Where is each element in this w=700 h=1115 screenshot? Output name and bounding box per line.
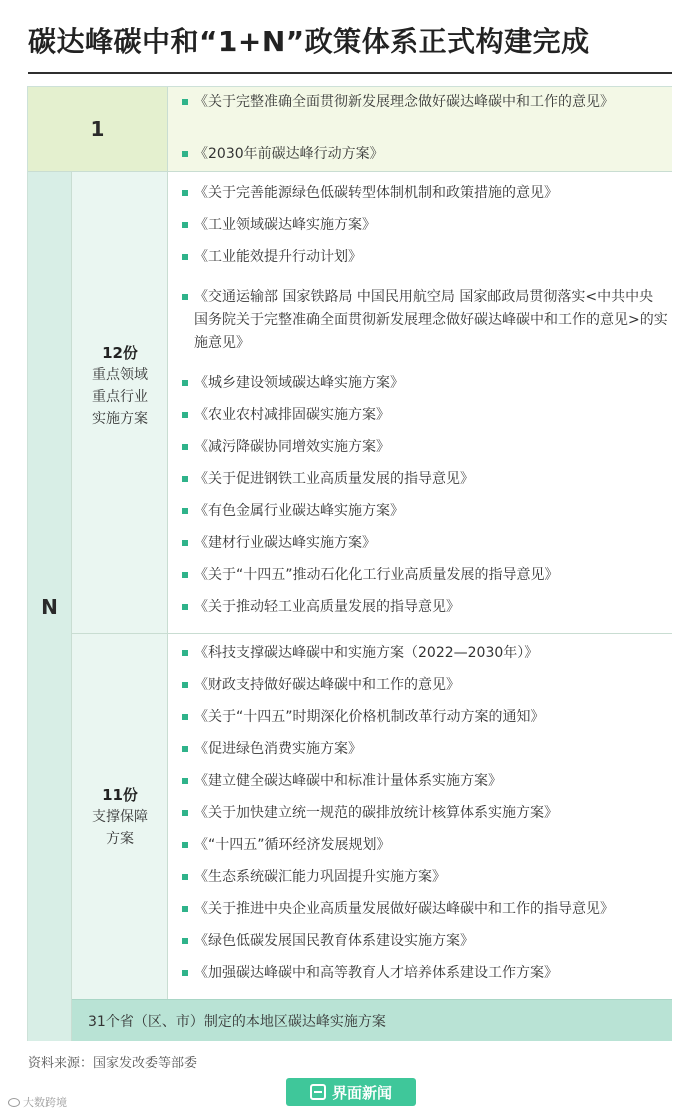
page-title: 碳达峰碳中和“1+N”政策体系正式构建完成 xyxy=(28,25,590,58)
group-11-line2: 方案 xyxy=(106,831,134,847)
brand-icon xyxy=(310,1084,326,1100)
bullet-icon xyxy=(182,778,188,784)
weibo-icon xyxy=(8,1098,20,1107)
list-item: 《关于推进中央企业高质量发展做好碳达峰碳中和工作的指导意见》 xyxy=(182,898,670,921)
bullet-icon xyxy=(182,444,188,450)
list-item: 《城乡建设领域碳达峰实施方案》 xyxy=(182,372,670,395)
list-item: 《建立健全碳达峰碳中和标准计量体系实施方案》 xyxy=(182,770,670,793)
bullet-icon xyxy=(182,572,188,578)
list-item: 《2030年前碳达峰行动方案》 xyxy=(182,143,670,166)
list-item: 《工业能效提升行动计划》 xyxy=(182,246,670,269)
list-item: 《促进绿色消费实施方案》 xyxy=(182,738,670,761)
group-12-line3: 实施方案 xyxy=(92,411,148,427)
list-item: 《关于完整准确全面贯彻新发展理念做好碳达峰碳中和工作的意见》 xyxy=(182,91,670,114)
list-item: 《绿色低碳发展国民教育体系建设实施方案》 xyxy=(182,930,670,953)
provincial-plans-row xyxy=(72,999,672,1041)
bullet-icon xyxy=(182,650,188,656)
bullet-icon xyxy=(182,508,188,514)
bullet-icon xyxy=(182,294,188,300)
row-one-items xyxy=(168,87,672,171)
row-one-label-text: 1 xyxy=(90,117,105,141)
row-n-label-text: N xyxy=(41,594,58,619)
group-11-items xyxy=(168,633,672,999)
brand-text: 界面新闻 xyxy=(331,1083,392,1102)
list-item: 《关于促进钢铁工业高质量发展的指导意见》 xyxy=(182,468,670,491)
group-11-label xyxy=(72,633,168,999)
list-item: 《关于“十四五”推动石化化工行业高质量发展的指导意见》 xyxy=(182,564,670,587)
bullet-icon xyxy=(182,970,188,976)
bullet-icon xyxy=(182,682,188,688)
bullet-icon xyxy=(182,412,188,418)
list-item: 《减污降碳协同增效实施方案》 xyxy=(182,436,670,459)
bullet-icon xyxy=(182,604,188,610)
title-divider xyxy=(28,72,672,74)
group-12-line1: 重点领域 xyxy=(92,367,148,383)
group-12-line2: 重点行业 xyxy=(92,389,148,405)
bullet-icon xyxy=(182,874,188,880)
bullet-icon xyxy=(182,842,188,848)
list-item: 《工业领域碳达峰实施方案》 xyxy=(182,214,670,237)
bullet-icon xyxy=(182,222,188,228)
bullet-icon xyxy=(182,938,188,944)
row-n-label xyxy=(28,171,72,1041)
group-12-items xyxy=(168,171,672,633)
group-11-count: 11份 xyxy=(102,786,138,804)
list-item: 《财政支持做好碳达峰碳中和工作的意见》 xyxy=(182,674,670,697)
group-12-count: 12份 xyxy=(102,344,138,362)
list-item: 《关于加快建立统一规范的碳排放统计核算体系实施方案》 xyxy=(182,802,670,825)
weibo-watermark xyxy=(8,1094,67,1110)
list-item: 《“十四五”循环经济发展规划》 xyxy=(182,834,670,857)
list-item: 《有色金属行业碳达峰实施方案》 xyxy=(182,500,670,523)
bullet-icon xyxy=(182,714,188,720)
bullet-icon xyxy=(182,476,188,482)
source-note: 资料来源：国家发改委等部委 xyxy=(28,1056,198,1071)
bullet-icon xyxy=(182,151,188,157)
list-item: 《关于推动轻工业高质量发展的指导意见》 xyxy=(182,596,670,619)
bullet-icon xyxy=(182,380,188,386)
bullet-icon xyxy=(182,540,188,546)
bullet-icon xyxy=(182,746,188,752)
policy-table xyxy=(27,86,672,1041)
brand-logo xyxy=(286,1078,416,1106)
list-item: 《农业农村减排固碳实施方案》 xyxy=(182,404,670,427)
group-12-label xyxy=(72,171,168,633)
bullet-icon xyxy=(182,190,188,196)
bullet-icon xyxy=(182,906,188,912)
list-item: 《交通运输部 国家铁路局 中国民用航空局 国家邮政局贯彻落实<中共中央 国务院关于完整准确全面贯彻新发展理念做好碳达峰碳中和工作的意见>的实施意见》 xyxy=(182,286,670,355)
weibo-text: 大数跨境 xyxy=(23,1096,67,1109)
list-item: 《科技支撑碳达峰碳中和实施方案（2022—2030年）》 xyxy=(182,642,670,665)
row-one-label xyxy=(28,87,168,171)
bullet-icon xyxy=(182,99,188,105)
list-item: 《关于完善能源绿色低碳转型体制机制和政策措施的意见》 xyxy=(182,182,670,205)
bullet-icon xyxy=(182,254,188,260)
provincial-plans-text: 31个省（区、市）制定的本地区碳达峰实施方案 xyxy=(88,1013,386,1030)
list-item: 《关于“十四五”时期深化价格机制改革行动方案的通知》 xyxy=(182,706,670,729)
list-item: 《加强碳达峰碳中和高等教育人才培养体系建设工作方案》 xyxy=(182,962,670,985)
bullet-icon xyxy=(182,810,188,816)
list-item: 《建材行业碳达峰实施方案》 xyxy=(182,532,670,555)
group-11-line1: 支撑保障 xyxy=(92,809,148,825)
list-item: 《生态系统碳汇能力巩固提升实施方案》 xyxy=(182,866,670,889)
